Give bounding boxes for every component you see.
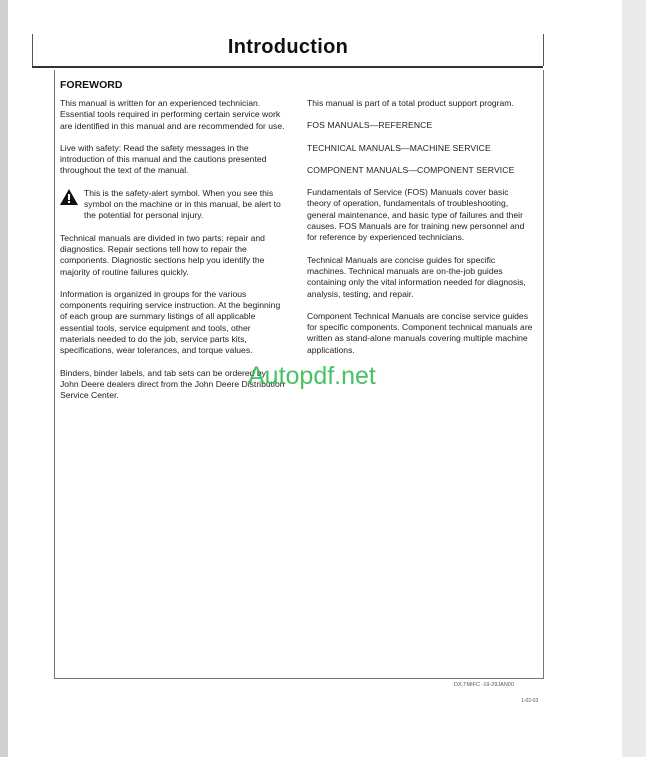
page-number: 1-02-03: [521, 698, 539, 704]
section-heading: FOREWORD: [60, 79, 123, 91]
left-paragraph-3: Technical manuals are divided in two parts: repair and diagnostics. Repair sections tell how to repair the components. Diagnostic sections help you identify the majority of routine failures quickly.: [60, 232, 265, 277]
page-title: Introduction: [227, 36, 349, 58]
right-paragraph-4: Component Technical Manuals are concise service guides for specific components. Component technical manuals are written as stand-alone manuals covering multiple machine applications.: [307, 310, 533, 355]
right-paragraph-1: This manual is part of a total product support program.: [307, 98, 514, 108]
left-scrollbar[interactable]: [0, 0, 8, 757]
left-paragraph-1: This manual is written for an experienced technician. Essential tools required in performing certain service work are identified in this manual and are recommended for use.: [60, 98, 285, 131]
right-column: [307, 98, 533, 367]
manual-type-fos: FOS MANUALS—REFERENCE: [307, 120, 433, 131]
title-box: [32, 34, 544, 66]
left-paragraph-2: Live with safety: Read the safety messages in the introduction of this manual and the cautions presented throughout the text of the manual.: [60, 142, 267, 176]
right-paragraph-2: Fundamentals of Service (FOS) Manuals cover basic theory of operation, fundamentals of troubleshooting, general maintenance, and basic type of failures and their causes. FOS Manuals are for training new personnel and for reference by experienced technicians.: [307, 187, 525, 243]
watermark: Autopdf.net: [248, 362, 376, 390]
right-paragraph-3: Technical Manuals are concise guides for specific machines. Technical manuals are on-the-job guides containing only the vital information needed for diagnosis, analysis, testing, and repair.: [307, 254, 526, 299]
left-paragraph-4: Information is organized in groups for the various components requiring service instruction. At the beginning of each group are summary listings of all applicable essential tools, service equipment and tools, other materials needed to do the job, service parts kits, specifications, wear tolerances, and torque values.: [60, 288, 281, 356]
right-margin-bar: [622, 0, 646, 757]
left-paragraph-5: Binders, binder labels, and tab sets can be ordered by John Deere dealers direct from the John Deere Distribution Service Center.: [60, 367, 285, 401]
safety-alert-text: This is the safety-alert symbol. When you see this symbol on the machine or in this manual, be alert to the potential for personal injury.: [84, 187, 281, 221]
manual-type-component: COMPONENT MANUALS—COMPONENT SERVICE: [307, 164, 515, 175]
manual-type-technical: TECHNICAL MANUALS—MACHINE SERVICE: [307, 142, 491, 153]
footer-code: DX,TMIFC -19-29JAN00: [454, 682, 514, 688]
safety-alert-block: [60, 188, 286, 222]
safety-alert-icon: [60, 189, 78, 205]
title-rule: [32, 66, 543, 68]
